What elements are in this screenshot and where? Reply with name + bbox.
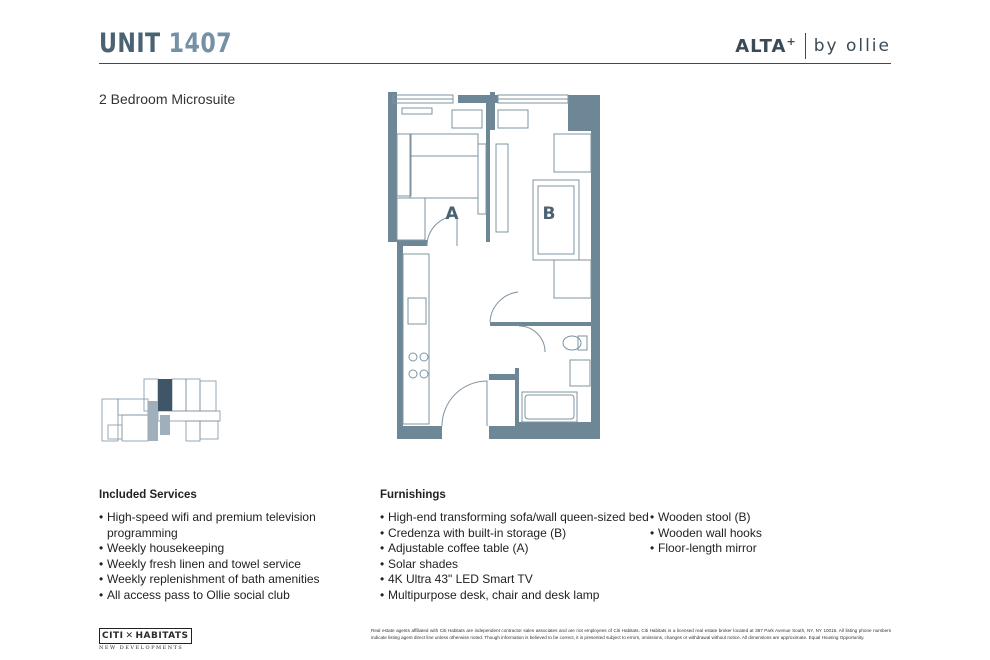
list-item: • Solar shades <box>380 557 650 573</box>
furnishings-list-col1 <box>380 510 650 603</box>
unit-highlight <box>158 379 172 411</box>
citi-habitats-logo <box>99 628 192 651</box>
unit-type: 2 Bedroom Microsuite <box>99 91 236 107</box>
services-list <box>99 510 329 603</box>
list-item: • Multipurpose desk, chair and desk lamp <box>380 588 650 604</box>
room-label-a: A <box>445 204 459 224</box>
header-rule <box>99 63 891 64</box>
list-item: • High-speed wifi and premium television programming <box>99 510 329 541</box>
logo-x-icon: ✕ <box>125 631 134 641</box>
logo-text-left: CITI <box>102 631 124 641</box>
brand-logo <box>735 33 891 59</box>
brand-alta: ALTA+ <box>735 35 797 57</box>
unit-number: 1407 <box>168 28 232 59</box>
list-item: • 4K Ultra 43" LED Smart TV <box>380 572 650 588</box>
list-item: • All access pass to Ollie social club <box>99 588 329 604</box>
list-item: • Weekly housekeeping <box>99 541 329 557</box>
unit-title <box>99 28 232 59</box>
furnishings-heading: Furnishings <box>380 489 446 501</box>
furnishings-list-col2 <box>650 510 850 557</box>
list-item: • Weekly replenishment of bath amenities <box>99 572 329 588</box>
legal-disclaimer: Real estate agents affiliated with Citi Habitats are independent contractor sales associates and are not employees of Citi Habitats. Citi Habitats is a licensed real estate broker located at 387 Park Avenue South, NY, NY 10016. All listing phone numbers indicate listing agent direct line unless otherwise noted. Though information is believed to be correct, it is presented subject to errors, omissions, changes or withdrawal without notice. All dimensions are approximate. Equal Housing Opportunity. <box>371 628 891 640</box>
list-item: • Wooden wall hooks <box>650 526 850 542</box>
unit-label: UNIT <box>99 28 161 59</box>
brand-divider <box>805 33 806 59</box>
list-item: • Weekly fresh linen and towel service <box>99 557 329 573</box>
room-label-b: B <box>542 204 556 224</box>
list-item: • Adjustable coffee table (A) <box>380 541 650 557</box>
list-item: • Credenza with built-in storage (B) <box>380 526 650 542</box>
list-item: • Floor-length mirror <box>650 541 850 557</box>
logo-text-right: HABITATS <box>135 631 189 641</box>
brand-plus-mark: + <box>786 35 797 48</box>
floorplan-drawing <box>388 92 603 442</box>
services-heading: Included Services <box>99 489 197 501</box>
list-item: • Wooden stool (B) <box>650 510 850 526</box>
logo-subtitle: NEW DEVELOPMENTS <box>99 645 184 651</box>
brand-partner: by ollie <box>813 36 891 56</box>
list-item: • High-end transforming sofa/wall queen-sized bed <box>380 510 650 526</box>
building-key-plan <box>98 375 223 445</box>
